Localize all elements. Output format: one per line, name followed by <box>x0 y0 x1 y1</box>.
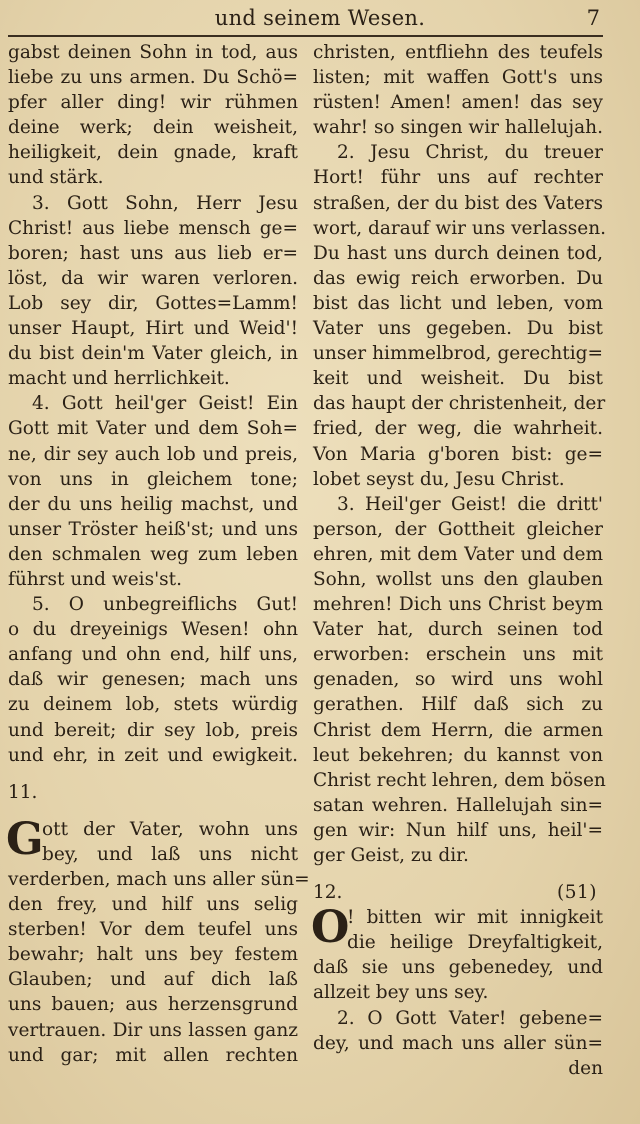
spacer <box>8 805 298 817</box>
text-line: Hort! führ uns auf rechter <box>313 167 603 189</box>
hymn-first-line-text: ott der Vater, wohn uns <box>42 818 298 840</box>
text-line: boren; hast uns aus lieb er= <box>8 242 298 264</box>
hymn-number-row <box>313 880 603 905</box>
text-line: bey, und laß uns nicht <box>42 843 298 865</box>
text-line: gen wir: Nun hilf uns, heil'= <box>313 819 603 841</box>
text-line: christen, entfliehn des teufels <box>313 42 603 63</box>
verse-start-line: 3. Gott Sohn, Herr Jesu <box>32 192 298 214</box>
spacer <box>8 768 298 780</box>
text-line: und ehr, in zeit und ewigkeit. <box>8 744 298 766</box>
text-line: ehren, mit dem Vater und dem <box>313 543 603 565</box>
text-line: vertrauen. Dir uns lassen ganz <box>8 1019 298 1041</box>
verse-start-line: 2. Jesu Christ, du treuer <box>337 142 603 164</box>
text-line: Gott mit Vater und dem Soh= <box>8 418 298 440</box>
text-line: erworben: erschein uns mit <box>313 644 603 666</box>
text-line: person, der Gottheit gleicher <box>313 518 603 540</box>
text-line: fried, der weg, die wahrheit. <box>313 418 603 440</box>
text-line: verderben, mach uns aller sün= <box>8 869 310 890</box>
verse-start-line: 5. O unbegreiflichs Gut! <box>32 594 298 616</box>
text-line: Sohn, wollst uns den glauben <box>313 568 603 590</box>
text-line: Vater hat, durch seinen tod <box>313 619 603 641</box>
text-line: lobet seyst du, Jesu Christ. <box>313 468 565 490</box>
text-line: und gar; mit allen rechten <box>8 1044 298 1066</box>
text-line: anfang und ohn end, hilf uns, <box>8 644 298 666</box>
hymn-number: 12. <box>313 882 343 904</box>
text-line: Christ recht lehren, dem bösen <box>313 769 606 791</box>
text-line: bewahr; halt uns bey festem <box>8 944 298 966</box>
text-line: gabst deinen Sohn in tod, aus <box>8 42 298 63</box>
hymn-reference: (51) <box>557 882 597 904</box>
catchword: den <box>568 1057 603 1079</box>
text-line: Glauben; und auf dich laß <box>8 969 298 991</box>
text-line: unser Tröster heiß'st; und uns <box>8 518 298 540</box>
text-line: macht und herrlichkeit. <box>8 368 230 390</box>
text-line: die heilige Dreyfaltigkeit, <box>347 932 603 954</box>
header-rule <box>8 35 603 37</box>
text-line: löst, da wir waren verloren. <box>8 267 298 289</box>
text-line: dey, und mach uns aller sün= <box>313 1032 603 1054</box>
text-line: straßen, der du bist des Vaters <box>313 192 603 214</box>
drop-cap-initial: O <box>311 902 350 954</box>
verse-start-line: 3. Heil'ger Geist! die dritt' <box>337 493 603 515</box>
text-line: das haupt der christenheit, der <box>313 393 606 415</box>
text-line: bist das licht und leben, vom <box>313 292 603 314</box>
text-line: und stärk. <box>8 167 104 189</box>
verse-start-line: 4. Gott heil'ger Geist! Ein <box>32 393 298 415</box>
text-line: Christ dem Herrn, die armen <box>313 719 603 741</box>
text-line: rüsten! Amen! amen! das sey <box>313 92 603 114</box>
verse-start-line: 2. O Gott Vater! gebene= <box>337 1007 603 1029</box>
running-head <box>0 4 640 34</box>
text-line: ger Geist, zu dir. <box>313 845 469 866</box>
text-line: Lob sey dir, Gottes=Lamm! <box>8 292 298 314</box>
text-line: allzeit bey uns sey. <box>313 982 489 1004</box>
text-line: genaden, so wird uns wohl <box>313 669 603 691</box>
text-line: und bereit; dir sey lob, preis <box>8 719 298 741</box>
text-line: das ewig reich erworben. Du <box>313 267 603 289</box>
text-line: deine werk; dein weisheit, <box>8 117 298 139</box>
page-number: 7 <box>586 6 600 30</box>
text-line: den schmalen weg zum leben <box>8 543 298 565</box>
text-line: unser Haupt, Hirt und Weid'! <box>8 318 298 340</box>
text-line: heiligkeit, dein gnade, kraft <box>8 142 298 164</box>
hymn-number: 11. <box>8 781 38 803</box>
text-line: der du uns heilig machst, und <box>8 493 298 515</box>
text-line: Christ! aus liebe mensch ge= <box>8 217 298 239</box>
text-line: o du dreyeinigs Wesen! ohn <box>8 619 298 641</box>
text-line: ne, dir sey auch lob und preis, <box>8 443 298 465</box>
text-line: von uns in gleichem tone; <box>8 468 298 490</box>
text-line: den frey, und hilf uns selig <box>8 894 298 916</box>
text-line: satan wehren. Hallelujah sin= <box>313 794 603 816</box>
text-line: zu deinem lob, stets würdig <box>8 694 298 716</box>
hymn-first-line-text: ! bitten wir mit innigkeit <box>347 907 603 929</box>
text-line: listen; mit waffen Gott's uns <box>313 67 603 89</box>
text-line: Von Maria g'boren bist: ge= <box>313 443 603 465</box>
text-line: du bist dein'm Vater gleich, in <box>8 343 298 365</box>
text-line: Vater uns gegeben. Du bist <box>313 318 603 340</box>
right-column <box>311 40 607 1081</box>
text-line: führst und weis'st. <box>8 568 182 590</box>
text-line: liebe zu uns armen. Du Schö= <box>8 67 298 89</box>
text-line: pfer aller ding! wir rühmen <box>8 92 298 114</box>
left-column <box>6 40 310 1068</box>
running-head-title: und seinem Wesen. <box>214 6 426 30</box>
text-line: wahr! so singen wir hallelujah. <box>313 117 603 139</box>
text-line: daß sie uns gebenedey, und <box>313 957 603 979</box>
text-line: mehren! Dich uns Christ beym <box>313 594 603 616</box>
text-line: daß wir genesen; mach uns <box>8 669 298 691</box>
spacer <box>313 868 603 880</box>
text-line: unser himmelbrod, gerechtig= <box>313 343 603 365</box>
text-line: wort, darauf wir uns verlassen. <box>313 217 607 239</box>
drop-cap-initial: G <box>6 813 44 865</box>
text-line: sterben! Vor dem teufel uns <box>8 919 298 941</box>
text-line: keit und weisheit. Du bist <box>313 368 603 390</box>
text-line: Du hast uns durch deinen tod, <box>313 242 603 264</box>
text-line: leut bekehren; du kannst von <box>313 744 603 766</box>
text-line: uns bauen; aus herzensgrund <box>8 994 298 1016</box>
text-line: gerathen. Hilf daß sich zu <box>313 694 603 716</box>
